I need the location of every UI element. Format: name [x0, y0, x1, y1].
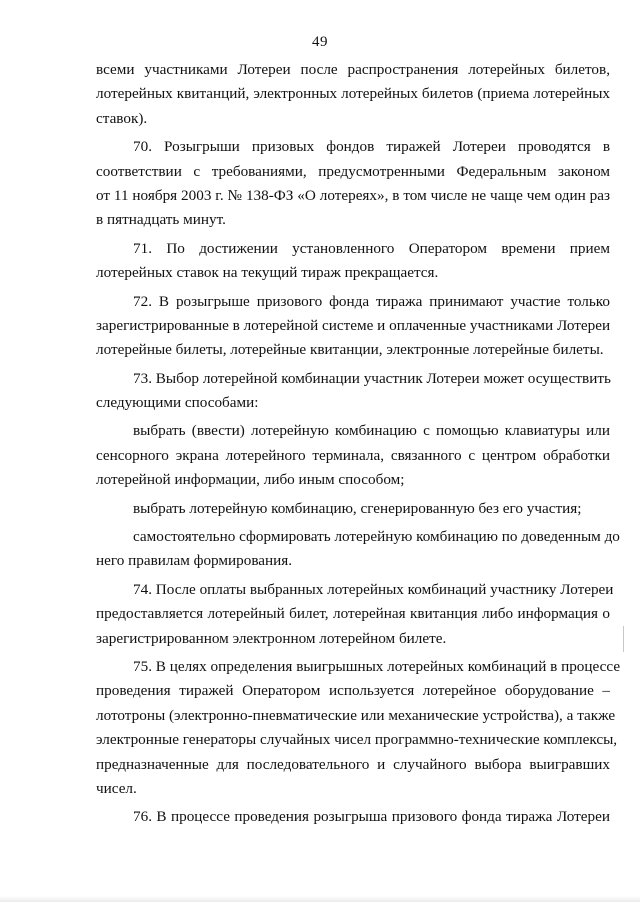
text-line: следующими способами: [96, 394, 259, 412]
scan-bottom-shadow [0, 896, 640, 902]
text-line: лототроны (электронно-пневматические или механические устройства), а также [96, 706, 616, 724]
paragraph-continuation [96, 58, 610, 131]
text-line: самостоятельно сформировать лотерейную комбинацию по доведенным до [133, 528, 620, 546]
paragraph-71 [96, 237, 610, 286]
paragraph-76 [96, 805, 610, 829]
text-line: сенсорного экрана лотерейного терминала, связанного с центром обработки [96, 446, 610, 464]
text-line: 74. После оплаты выбранных лотерейных комбинаций участнику Лотереи [133, 580, 614, 598]
paragraph-72 [96, 290, 610, 363]
text-line: лотерейной информации, либо иным способом; [96, 471, 405, 489]
paragraph-73-option-c [96, 525, 620, 574]
text-line: соответствии с требованиями, предусмотренными Федеральным законом [96, 162, 610, 180]
paragraph-74 [96, 578, 614, 651]
paragraph-73-option-b [96, 497, 610, 521]
text-line: 75. В целях определения выигрышных лотерейных комбинаций в процессе [133, 657, 621, 675]
text-line: лотерейных квитанций, электронных лотерейных билетов (приема лотерейных [96, 85, 610, 103]
text-line: всеми участниками Лотереи после распространения лотерейных билетов, [96, 61, 610, 78]
paragraph-75 [96, 655, 621, 801]
text-line: предоставляется лотерейный билет, лотерейная квитанция либо информация о [96, 605, 610, 623]
document-body [96, 58, 621, 830]
text-line: в пятнадцать минут. [96, 211, 226, 229]
text-line: зарегистрированном электронном лотерейном билете. [96, 629, 447, 647]
paragraph-70 [96, 135, 610, 233]
scan-edge-mark [613, 626, 624, 652]
page-number: 49 [312, 34, 328, 50]
text-line: 70. Розыгрыши призовых фондов тиражей Лотереи проводятся в [133, 138, 610, 156]
text-line: чисел. [96, 779, 137, 797]
text-line: 71. По достижении установленного Оператором времени прием [133, 239, 610, 257]
text-line: электронные генераторы случайных чисел программно-технические комплексы, [96, 731, 618, 749]
paragraph-73 [96, 367, 610, 416]
text-line: него правилам формирования. [96, 552, 293, 570]
text-line: зарегистрированные в лотерейной системе и оплаченные участниками Лотереи [96, 316, 611, 334]
text-line: лотерейных ставок на текущий тираж прекращается. [96, 264, 439, 282]
paragraph-73-option-a [96, 419, 610, 492]
text-line: выбрать (ввести) лотерейную комбинацию с помощью клавиатуры или [133, 422, 610, 440]
text-line: проведения тиражей Оператором используется лотерейное оборудование – [96, 682, 610, 700]
text-line: 76. В процессе проведения розыгрыша призового фонда тиража Лотереи [133, 808, 610, 826]
text-line: от 11 ноября 2003 г. № 138-ФЗ «О лотереях», в том числе не чаще чем один раз [96, 186, 610, 204]
text-line: 73. Выбор лотерейной комбинации участник Лотереи может осуществить [133, 369, 611, 387]
text-line: лотерейные билеты, лотерейные квитанции, электронные лотерейные билеты. [96, 341, 604, 359]
text-line: ставок). [96, 109, 148, 127]
text-line: предназначенные для последовательного и случайного выбора выигравших [96, 755, 610, 773]
text-line: выбрать лотерейную комбинацию, сгенерированную без его участия; [133, 499, 582, 517]
text-line: 72. В розыгрыше призового фонда тиража принимают участие только [133, 292, 610, 310]
